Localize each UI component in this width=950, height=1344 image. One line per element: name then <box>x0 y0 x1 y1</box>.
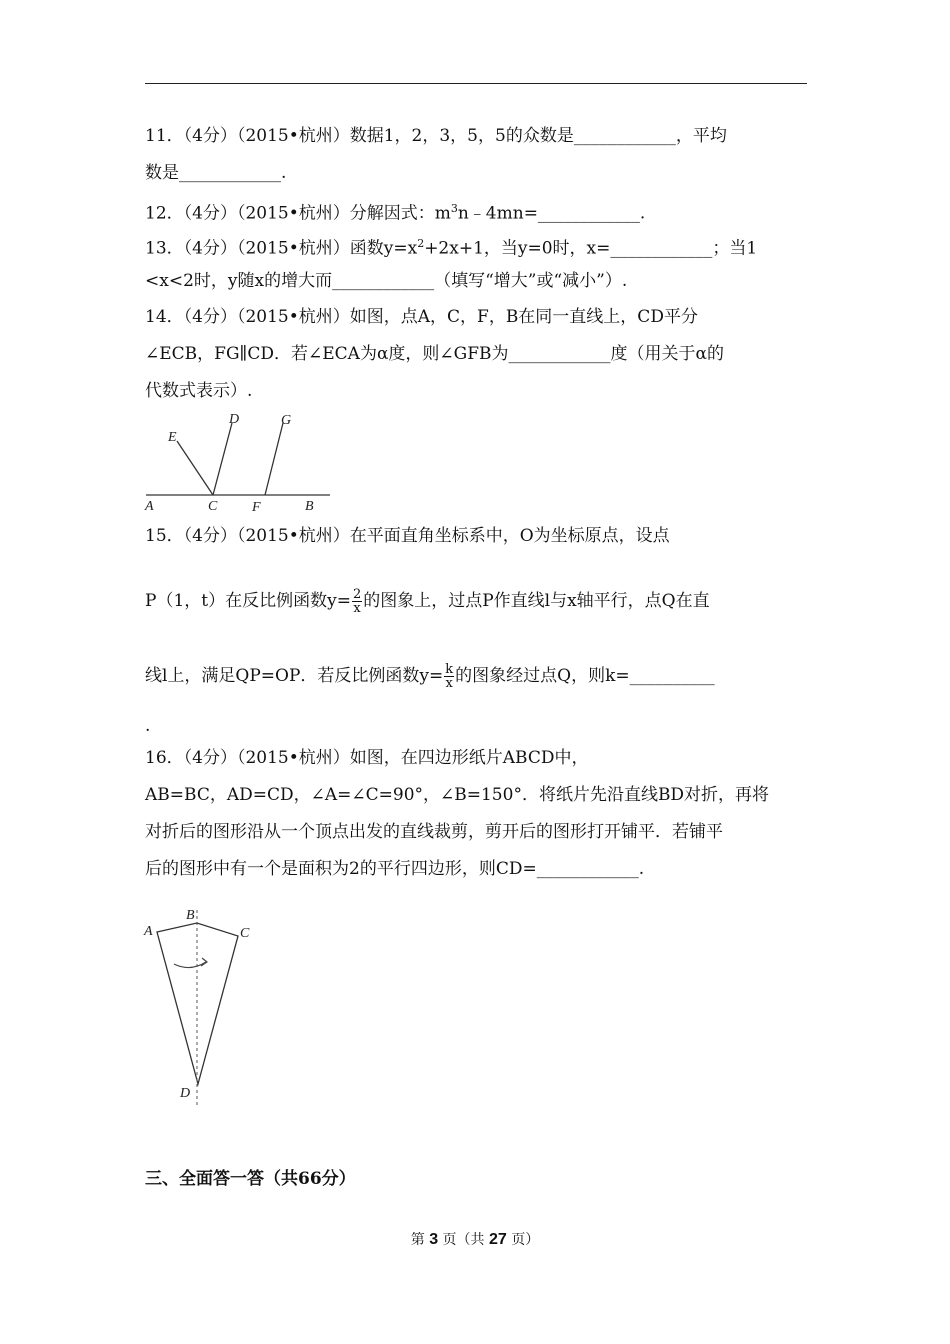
page-footer <box>0 1229 950 1249</box>
footer-prefix: 第 <box>410 1232 425 1248</box>
q16-line-4: 后的图形中有一个是面积为2的平行四边形，则CD=____________. <box>145 859 645 879</box>
fraction-denominator: x <box>353 601 361 616</box>
label-e: E <box>168 430 177 445</box>
q12-line <box>145 198 645 225</box>
footer-suffix: 页） <box>511 1232 540 1248</box>
q15-line-2 <box>145 588 710 615</box>
label-g: G <box>281 413 292 428</box>
ray-fg <box>265 423 283 495</box>
label-a: A <box>144 924 153 939</box>
q15-line-2-pre: P（1，t）在反比例函数y= <box>145 591 351 611</box>
q11-line-2: 数是____________. <box>145 163 287 183</box>
q11-line-1: 11．（4分）（2015•杭州）数据1，2，3，5，5的众数是____________，平均 <box>145 126 727 146</box>
q13-text-pre: 13．（4分）（2015•杭州）函数y=x <box>145 238 418 259</box>
fraction-denominator: x <box>445 676 453 691</box>
section-title: 三、全面答一答（共66分） <box>145 1169 356 1189</box>
q15-line-3-post: 的图象经过点Q，则k=__________ <box>455 666 715 686</box>
footer-middle: 页（共 <box>442 1232 485 1248</box>
q12-text-pre: 12．（4分）（2015•杭州）分解因式：m <box>145 203 451 224</box>
q15-line-1: 15．（4分）（2015•杭州）在平面直角坐标系中，O为坐标原点，设点 <box>145 526 670 546</box>
q16-line-1: 16．（4分）（2015•杭州）如图，在四边形纸片ABCD中， <box>145 748 589 768</box>
label-b: B <box>186 908 195 923</box>
footer-page-number: 3 <box>429 1231 439 1248</box>
q13-exponent: 2 <box>417 237 425 250</box>
q16-figure <box>140 902 270 1112</box>
q15-line-3-pre: 线l上，满足QP=OP．若反比例函数y= <box>145 666 444 686</box>
label-d: D <box>180 1086 191 1101</box>
fold-arrow <box>174 962 206 968</box>
label-c: C <box>240 926 250 941</box>
fold-arrowhead <box>201 958 207 966</box>
q13-line-2: <x<2时，y随x的增大而____________（填写“增大”或“减小”）. <box>145 271 628 291</box>
label-c: C <box>208 499 218 514</box>
q15-fraction-k-over-x <box>444 663 454 690</box>
q13-text-post: +2x+1，当y=0时，x=____________；当1 <box>424 238 758 259</box>
q12-exponent: 3 <box>450 202 458 215</box>
label-d: D <box>229 412 240 427</box>
q14-line-1: 14．（4分）（2015•杭州）如图，点A，C，F，B在同一直线上，CD平分 <box>145 307 698 327</box>
q13-line-1 <box>145 233 757 260</box>
ray-ce <box>177 441 213 495</box>
q15-line-3 <box>145 663 715 690</box>
q15-line-2-post: 的图象上，过点P作直线l与x轴平行，点Q在直 <box>363 591 710 611</box>
header-rule <box>145 83 807 84</box>
q15-fraction-2-over-x <box>352 588 362 615</box>
ray-cd <box>213 423 232 495</box>
label-a: A <box>145 499 154 514</box>
q12-text-post: n﹣4mn=____________. <box>457 203 646 224</box>
label-b: B <box>305 499 314 514</box>
fraction-numerator: k <box>445 662 454 677</box>
q14-line-3: 代数式表示）. <box>145 381 253 401</box>
q14-line-2: ∠ECB，FG∥CD．若∠ECA为α度，则∠GFB为____________度（用关于α的 <box>145 344 725 364</box>
q16-line-2: AB=BC，AD=CD，∠A=∠C=90°，∠B=150°．将纸片先沿直线BD对折，再将 <box>145 785 770 805</box>
q14-figure <box>140 408 340 518</box>
fraction-numerator: 2 <box>352 587 362 602</box>
label-f: F <box>252 500 261 515</box>
footer-total-pages: 27 <box>489 1231 507 1248</box>
q15-line-4: . <box>145 716 151 736</box>
q16-line-3: 对折后的图形沿从一个顶点出发的直线裁剪，剪开后的图形打开铺平．若铺平 <box>145 822 723 842</box>
